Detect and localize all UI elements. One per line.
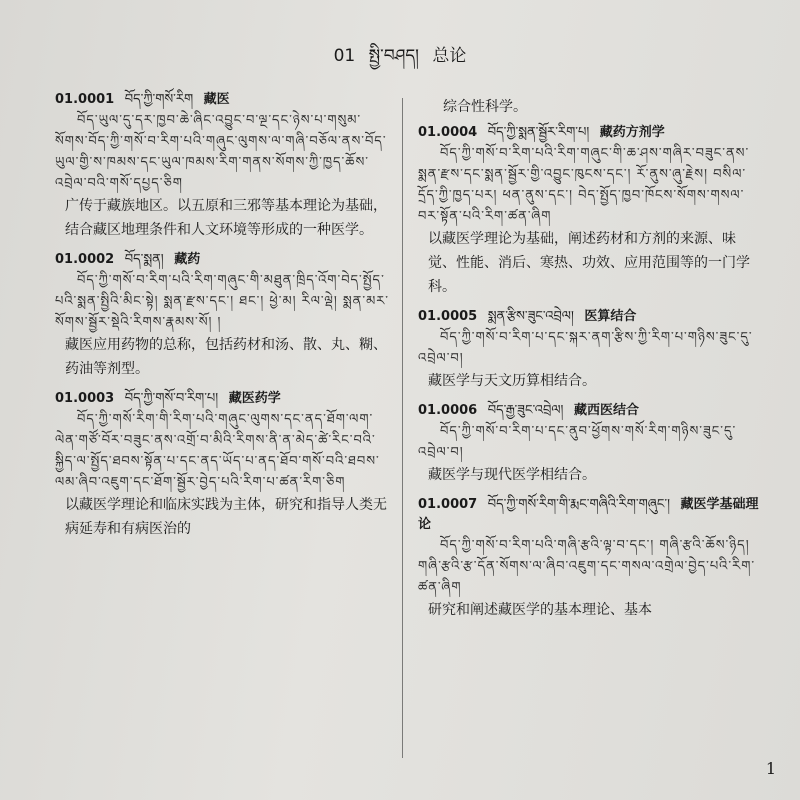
entry-tibetan-term: སྨན་རྩིས་ཟུང་འབྲེལ། <box>487 309 574 324</box>
entry-number: 01.0002 <box>55 252 115 267</box>
entry-heading <box>55 389 390 409</box>
entry-chinese-term: 藏医 <box>203 92 230 107</box>
entry-tibetan-term: བོད་ཀྱི་གསོ་རིག་གི་རྨང་གཞིའི་རིག་གཞུང་། <box>487 497 670 512</box>
term-entry <box>418 495 763 622</box>
entry-tibetan-term: བོད་ཀྱི་གསོ་བ་རིག་པ། <box>124 391 219 406</box>
entry-chinese-term: 藏药 <box>174 252 201 267</box>
entry-tibetan-definition: བོད་ཀྱི་གསོ་བ་རིག་པའི་རིག་གཞུང་གི་ཆ་ཤས་གཞིར་བཟུང་ནས་སྨན་རྫས་དང་སྨན་སྦྱོར་གྱི་འབྱུང་ཁུངས་དང་། རོ་ནུས་ཞུ་རྗེས། བསིལ་དྲོད་ཀྱི་ཁྱད་པར། ཕན་ནུས་དང་། བེད་སྤྱོད་ཁྱབ་ཁོངས་སོགས་གསལ་བར་སྟོན་པའི་རིག་ཚན་ཞིག <box>418 146 750 224</box>
entry-chinese-term: 医算结合 <box>584 309 637 324</box>
entry-number: 01.0006 <box>418 403 478 418</box>
entry-chinese-definition: 以藏医学理论为基础，阐述药材和方剂的来源、味觉、性能、消后、寒热、功效、应用范围等的一门学科。 <box>428 231 750 295</box>
entry-heading <box>55 250 390 270</box>
chapter-title-tibetan: སྤྱི་བཤད། <box>368 46 419 66</box>
entry-heading <box>418 401 763 421</box>
entry-tibetan-definition: བོད་ཀྱི་གསོ་བ་རིག་པ་དང་སྐར་ནག་རྩིས་ཀྱི་རིག་པ་གཉིས་ཟུང་དུ་འབྲེལ་བ། <box>418 330 753 366</box>
entry-heading <box>418 495 763 535</box>
term-entry <box>55 250 390 381</box>
term-entry <box>418 401 763 487</box>
entry-tibetan-definition: བོད་ཀྱི་གསོ་བ་རིག་པའི་གཞི་རྩའི་ལྟ་བ་དང་། གཞི་རྩའི་ཆོས་ཉིད། གཞི་རྩའི་རྩ་དོན་སོགས་ལ་ཞིབ་འཇུག་དང་གསལ་འགྲེལ་བྱེད་པའི་རིག་ཚན་ཞིག <box>418 538 756 595</box>
entry-chinese-definition: 以藏医学理论和临床实践为主体，研究和指导人类无病延寿和有病医治的 <box>65 497 387 537</box>
entry-tibetan-term: བོད་ཀྱི་གསོ་རིག <box>124 92 194 107</box>
entry-chinese-term: 藏医药学 <box>228 391 281 406</box>
entry-heading <box>55 90 390 110</box>
entry-tibetan-term: བོད་ཀྱི་སྨན་སྦྱོར་རིག་པ། <box>487 125 590 140</box>
entry-chinese-term: 藏西医结合 <box>573 403 639 418</box>
chapter-number: 01 <box>333 46 356 66</box>
term-entry <box>55 90 390 242</box>
right-column <box>418 95 763 630</box>
entry-tibetan-term: བོད་སྨན། <box>124 252 164 267</box>
entry-tibetan-definition: བོད་ཀྱི་གསོ་བ་རིག་པ་དང་ནུབ་ཕྱོགས་གསོ་རིག་གཉིས་ཟུང་དུ་འབྲེལ་བ། <box>418 424 737 460</box>
entry-chinese-definition: 研究和阐述藏医学的基本理论、基本 <box>428 602 652 618</box>
entry-heading <box>418 123 763 143</box>
entry-chinese-definition: 藏医学与天文历算相结合。 <box>428 373 596 389</box>
column-divider <box>402 98 403 758</box>
chapter-title <box>0 36 800 84</box>
term-entry <box>418 123 763 299</box>
term-entry <box>418 307 763 393</box>
chapter-title-chinese: 总论 <box>432 46 467 66</box>
term-entry <box>55 389 390 541</box>
entry-chinese-definition: 藏医应用药物的总称，包括药材和汤、散、丸、糊、药油等剂型。 <box>65 337 387 377</box>
entry-chinese-term: 藏药方剂学 <box>599 125 665 140</box>
left-column <box>55 90 390 549</box>
entry-tibetan-definition: བོད་ཡུལ་དུ་དར་ཁྱབ་ཆེ་ཞིང་འབྱུང་བ་ལྔ་དང་ཉེས་པ་གསུམ་སོགས་བོད་ཀྱི་གསོ་བ་རིག་པའི་གཞུང་ལུགས་ལ་གཞི་བཅོལ་ནས་བོད་ཡུལ་གྱི་ས་ཁམས་དང་ཡུལ་ཁམས་རིག་གནས་སོགས་ཀྱི་ཁྱད་ཆོས་འབྲེལ་བའི་གསོ་དཔྱད་ཅིག <box>55 113 387 191</box>
entry-number: 01.0004 <box>418 125 478 140</box>
entry-heading <box>418 307 763 327</box>
entry-tibetan-definition: བོད་ཀྱི་གསོ་བ་རིག་པའི་རིག་གཞུང་གི་མཐུན་ཁྲིད་འོག་བེད་སྤྱོད་པའི་སྨན་སྤྱིའི་མིང་སྟེ། སྨན་རྫས་དང་། ཐང་། ཕྱེ་མ། རིལ་ལྡེ། སྨན་མར་སོགས་སྦྱོར་སྡེའི་རིགས་རྣམས་སོ། ། <box>55 273 390 330</box>
entry-number: 01.0003 <box>55 391 115 406</box>
entry-tibetan-definition: བོད་ཀྱི་གསོ་རིག་གི་རིག་པའི་གཞུང་ལུགས་དང་ནད་ཐོག་ལག་ལེན་གཙོ་བོར་བཟུང་ནས་འགྲོ་བ་མིའི་རིགས་ནི་ན་མེད་ཚེ་རིང་བའི་སྐྱིད་ལ་སྤྱོད་ཐབས་སྟོན་པ་དང་ནད་ཡོད་པ་ནད་ཐོབ་གསོ་བའི་ཐབས་ལམ་ཞིབ་འཇུག་དང་ཐོག་སྦྱོར་བྱེད་པའི་རིག་པ་ཚན་རིག་ཅིག <box>55 412 380 490</box>
entry-number: 01.0007 <box>418 497 478 512</box>
entry-tibetan-term: བོད་རྒྱ་ཟུང་འབྲེལ། <box>487 403 564 418</box>
entry-number: 01.0001 <box>55 92 115 107</box>
entry-chinese-term: 藏医学基础理论 <box>418 497 759 532</box>
entry-chinese-definition: 广传于藏族地区。以五原和三邪等基本理论为基础，结合藏区地理条件和人文环境等形成的一种医学。 <box>65 198 387 238</box>
page-number: 1 <box>765 759 776 778</box>
entry-number: 01.0005 <box>418 309 478 324</box>
continued-text: 综合性科学。 <box>443 99 527 115</box>
entry-chinese-definition: 藏医学与现代医学相结合。 <box>428 467 596 483</box>
